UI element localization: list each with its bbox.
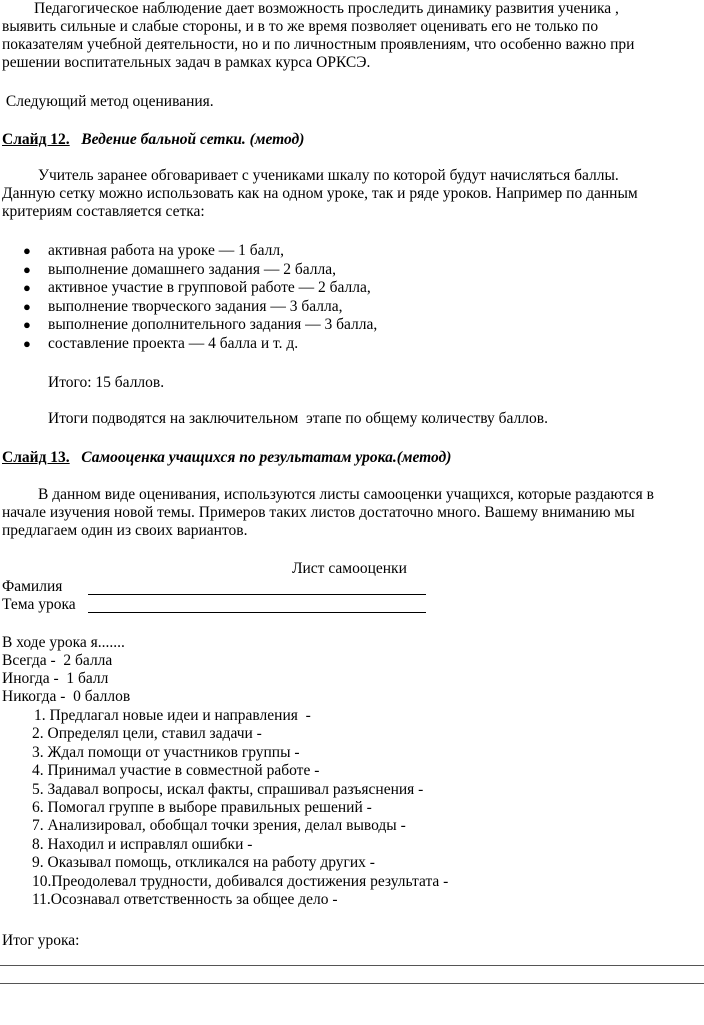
assessment-items [32, 707, 448, 909]
list-item: 6. Помогал группе в выборе правильных решений - [32, 798, 372, 816]
list-item: ● составление проекта — 4 балла и т. д. [23, 334, 299, 352]
list-item: ● выполнение творческого задания — 3 балла, [23, 297, 343, 315]
list-item: ● активное участие в групповой работе — 2 балла, [23, 279, 371, 296]
surname-label: Фамилия [2, 578, 63, 595]
list-item: 1. Предлагал новые идеи и направления - [34, 707, 311, 724]
list-item: 9. Оказывал помощь, откликался на работу других - [32, 854, 375, 872]
summary-text: Итоги подводятся на заключительном этапе по общему количеству баллов. [48, 410, 548, 427]
slide12-heading [2, 131, 304, 149]
surname-fill-line [88, 594, 426, 595]
topic-fill-line [88, 612, 426, 613]
slide13-title: Самооценка учащихся по результатам урока.(метод) [81, 449, 452, 466]
scale-sometimes: Иногда - 1 балл [2, 670, 109, 687]
intro-line-3: показателям учебной деятельности, но и по личностным проявлениям, что особенно важно при [2, 36, 635, 53]
list-item: 8. Находил и исправлял ошибки - [32, 835, 253, 853]
list-item: 4. Принимал участие в совместной работе - [32, 762, 320, 780]
slide12-label: Слайд 12. [2, 131, 70, 148]
intro-line-1: Педагогическое наблюдение дает возможность проследить динамику развития ученика , [34, 0, 619, 17]
criteria-list [0, 242, 377, 353]
list-item: ● активная работа на уроке — 1 балл, [23, 242, 284, 259]
intro-line-2: выявить сильные и слабые стороны, и в то же время позволяет оценивать его не только по [2, 18, 599, 35]
slide13-para-line-3: предлагаем один из своих вариантов. [2, 522, 248, 539]
list-item: 7. Анализировал, обобщал точки зрения, делал выводы - [32, 817, 406, 835]
during-lesson-text: В ходе урока я....... [2, 634, 125, 651]
next-method-text: Следующий метод оценивания. [2, 93, 214, 110]
scale-never: Никогда - 0 баллов [2, 688, 131, 705]
slide13-para-line-2: начале изучения новой темы. Примеров таких листов достаточно много. Вашему вниманию мы [2, 504, 635, 521]
slide12-para-line-2: Данную сетку можно использовать как на одном уроке, так и ряде уроков. Например по данным [2, 185, 638, 202]
list-item: 5. Задавал вопросы, искал факты, спрашивал разъяснения - [32, 780, 424, 798]
list-item: 10.Преодолевал трудности, добивался достижения результата - [32, 872, 449, 890]
result-fill-line-1 [0, 965, 704, 966]
slide12-para-line-1: Учитель заранее обговаривает с учениками шкалу по которой будут начисляться баллы. [38, 167, 619, 184]
list-item: 11.Осознавал ответственность за общее дело - [32, 890, 338, 908]
total-text: Итого: 15 баллов. [48, 374, 165, 391]
slide12-title: Ведение бальной сетки. (метод) [81, 131, 305, 148]
list-item: ● выполнение домашнего задания — 2 балла, [23, 260, 336, 278]
scale-always: Всегда - 2 балла [2, 652, 113, 669]
lesson-result-label: Итог урока: [2, 932, 80, 949]
topic-label: Тема урока [2, 596, 76, 613]
list-item: 3. Ждал помощи от участников группы - [32, 743, 300, 761]
slide13-heading [2, 449, 451, 467]
slide13-para-line-1: В данном виде оценивания, используются листы самооценки учащихся, которые раздаются в [38, 486, 654, 503]
slide13-label: Слайд 13. [2, 449, 70, 466]
result-fill-line-2 [0, 983, 704, 984]
list-item: ● выполнение дополнительного задания — 3 балла, [23, 316, 378, 333]
list-item: 2. Определял цели, ставил задачи - [32, 725, 262, 743]
intro-line-4: решении воспитательных задач в рамках курса ОРКСЭ. [2, 54, 371, 71]
slide12-para-line-3: критериям составляется сетка: [2, 203, 205, 220]
sheet-title: Лист самооценки [292, 560, 407, 577]
